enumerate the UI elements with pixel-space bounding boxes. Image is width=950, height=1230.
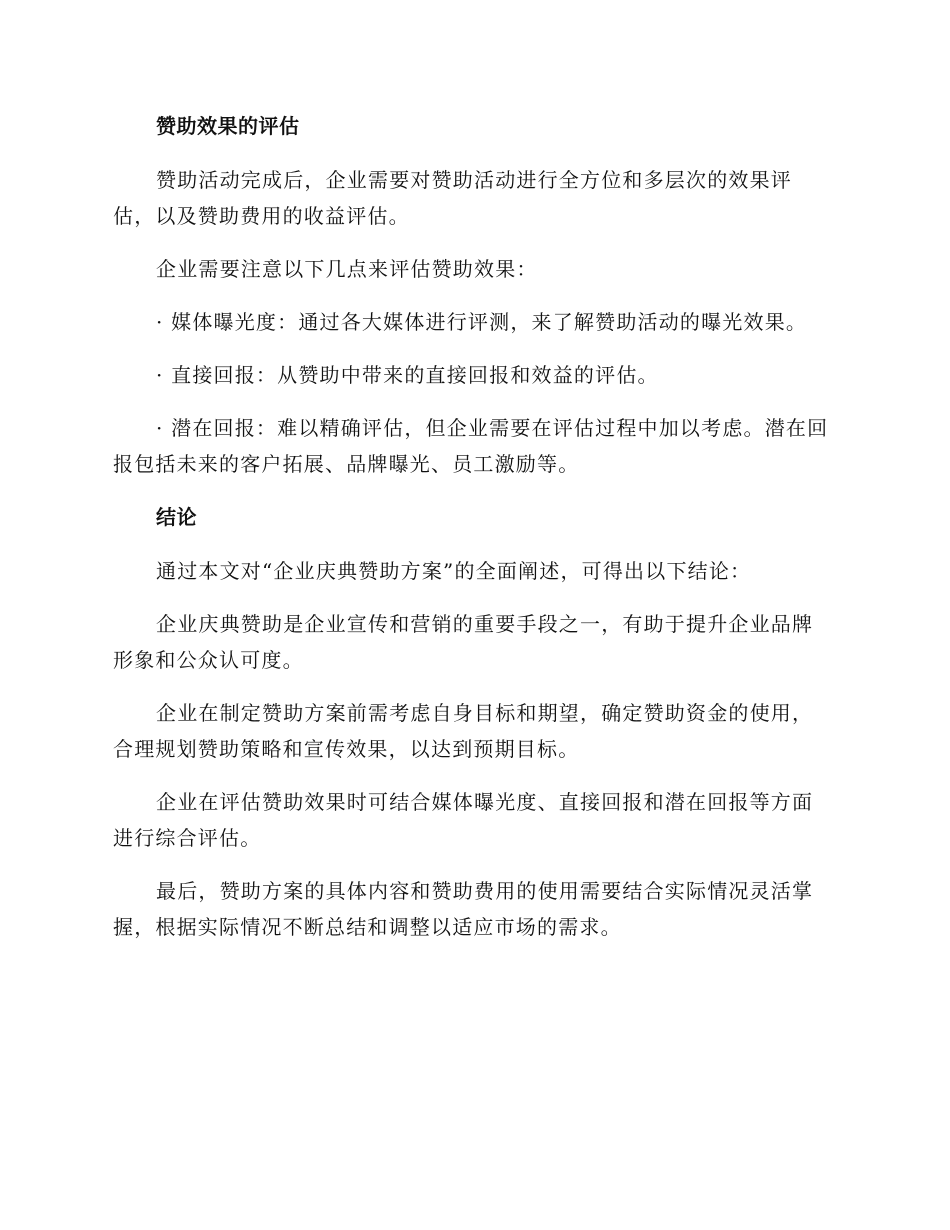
section-heading-evaluation: 赞助效果的评估	[156, 114, 300, 138]
paragraph: 赞助活动完成后，企业需要对赞助活动进行全方位和多层次的效果评估，以及赞助费用的收益评估。	[113, 168, 792, 228]
paragraph: 企业在制定赞助方案前需考虑自身目标和期望，确定赞助资金的使用，合理规划赞助策略和宣传效果，以达到预期目标。	[113, 701, 814, 761]
paragraph: 企业庆典赞助是企业宣传和营销的重要手段之一，有助于提升企业品牌形象和公众认可度。	[113, 612, 814, 672]
bullet-item-potential-return: · 潜在回报：难以精确评估，但企业需要在评估过程中加以考虑。潜在回报包括未来的客户拓展、品牌曝光、员工激励等。	[113, 416, 829, 476]
paragraph: 企业需要注意以下几点来评估赞助效果：	[156, 257, 538, 281]
bullet-item-media-exposure: · 媒体曝光度：通过各大媒体进行评测，来了解赞助活动的曝光效果。	[156, 310, 808, 334]
paragraph: 最后，赞助方案的具体内容和赞助费用的使用需要结合实际情况灵活掌握，根据实际情况不断总结和调整以适应市场的需求。	[113, 879, 814, 939]
document-body	[113, 108, 833, 962]
section-heading-conclusion: 结论	[156, 505, 197, 529]
bullet-item-direct-return: · 直接回报：从赞助中带来的直接回报和效益的评估。	[156, 363, 659, 387]
paragraph: 企业在评估赞助效果时可结合媒体曝光度、直接回报和潜在回报等方面进行综合评估。	[113, 790, 814, 850]
paragraph: 通过本文对“企业庆典赞助方案”的全面阐述，可得出以下结论：	[156, 559, 752, 583]
